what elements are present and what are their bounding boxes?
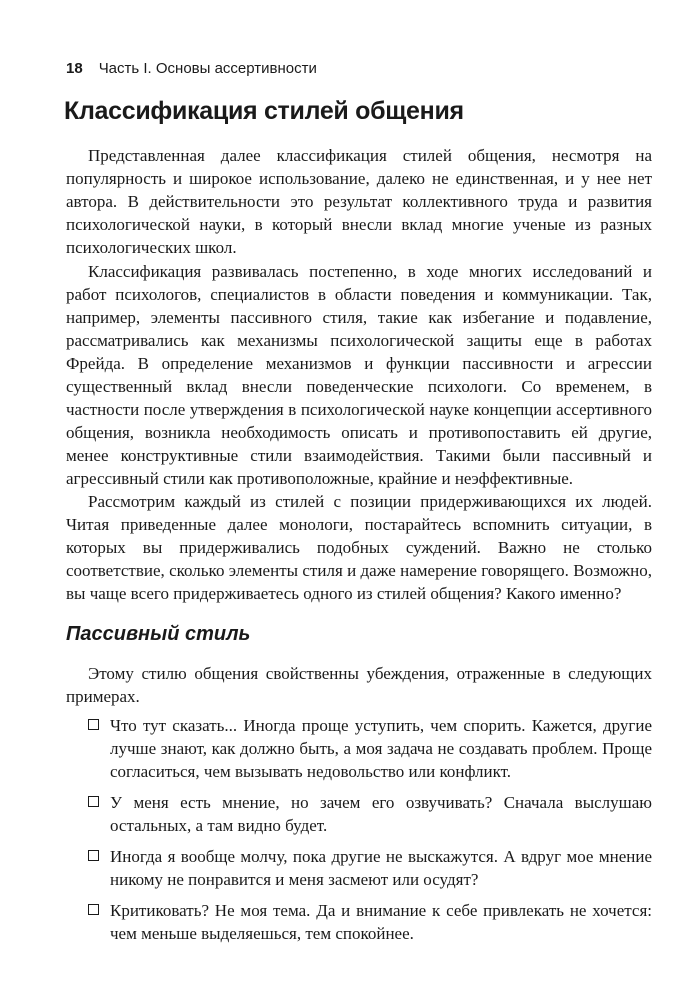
paragraph: Рассмотрим каждый из стилей с позиции придерживающихся их людей. Читая приведенные далее монологи, постарайтесь вспомнить ситуации, в которых вы придерживались подобных суждений. Важно не столько соответствие, сколько элементы стиля и даже намерение говорящего. Возможно, вы чаще всего придерживаетесь одного из стилей общения? Какого именно?: [66, 492, 652, 603]
running-title: Часть I. Основы ассертивности: [98, 60, 317, 77]
paragraph: Классификация развивалась постепенно, в ходе многих исследований и работ психологов, специалистов в области поведения и коммуникации. Так, например, элементы пассивного стиля, такие как избегание и подавление, рассматривались как механизмы психологической защиты еще в работах Фрейда. В определение механизмов и функции пассивности и агрессии существенный вклад внесли поведенческие психологи. Со временем, в частности после утверждения в психологической науке концепции ассертивного общения, возникла необходимость описать и противопоставить ей другие, менее конструктивные стили взаимодействия. Такими были пассивный и агрессивный стили как противоположные, крайние и неэффективные.: [66, 262, 652, 488]
running-head: [66, 59, 317, 79]
list-item-text: Что тут сказать... Иногда проще уступить, чем спорить. Кажется, другие лучше знают, как должно быть, а моя задача не создавать проблем. Проще согласиться, чем вызывать недовольство или конфликт.: [110, 716, 652, 781]
list-item-text: У меня есть мнение, но зачем его озвучивать? Сначала выслушаю остальных, а там видно будет.: [110, 793, 652, 835]
checkbox-bullet-icon: [88, 719, 99, 730]
section-title: Классификация стилей общения: [64, 97, 464, 125]
list-item-text: Критиковать? Не моя тема. Да и внимание к себе привлекать не хочется: чем меньше выделяешься, тем спокойнее.: [110, 901, 652, 943]
list-item: [88, 845, 652, 891]
checkbox-bullet-icon: [88, 904, 99, 915]
subsection-title: Пассивный стиль: [66, 623, 251, 645]
list-item: [88, 899, 652, 945]
bullet-list: [88, 714, 652, 953]
paragraph: Представленная далее классификация стилей общения, несмотря на популярность и широкое использование, далеко не единственная, и у нее нет автора. В действительности это результат коллективного труда и развития психологической науки, в который внесли вклад многие ученые из разных психологических школ.: [66, 146, 652, 257]
list-item-text: Иногда я вообще молчу, пока другие не выскажутся. А вдруг мое мнение никому не понравится и меня засмеют или осудят?: [110, 847, 652, 889]
list-item: [88, 791, 652, 837]
checkbox-bullet-icon: [88, 796, 99, 807]
checkbox-bullet-icon: [88, 850, 99, 861]
page-number: 18: [66, 60, 83, 77]
list-item: [88, 714, 652, 783]
subsection-intro: Этому стилю общения свойственны убеждения, отраженные в следующих примерах.: [66, 664, 652, 706]
